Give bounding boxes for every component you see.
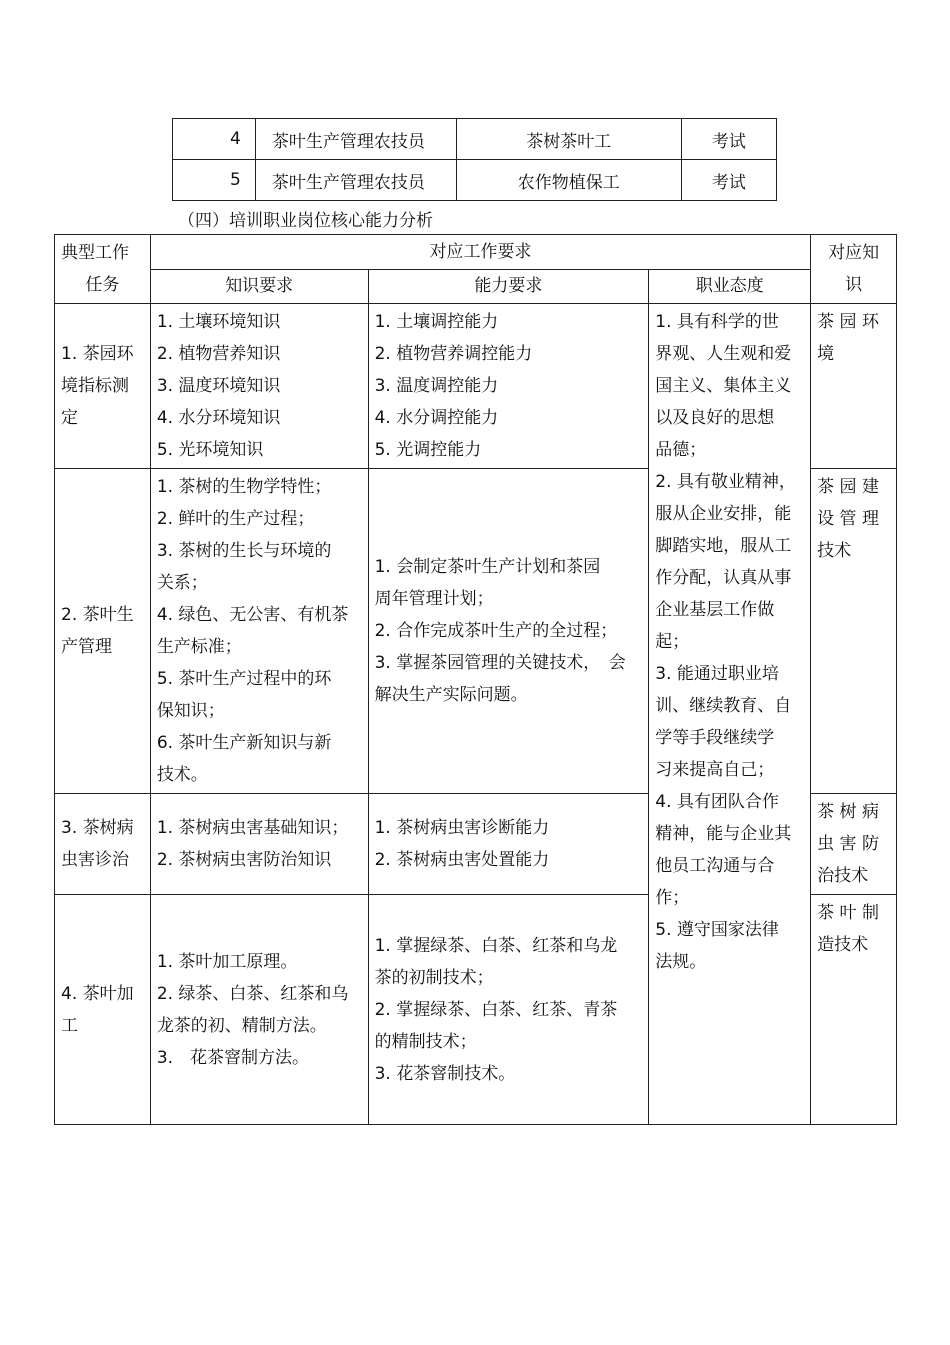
text-line: 企业基层工作做 <box>655 600 775 620</box>
position-cell: 茶叶生产管理农技员 <box>255 160 456 201</box>
subheader-row <box>55 269 897 304</box>
text-line: 4. 绿色、无公害、有机茶 <box>156 605 349 625</box>
text-line: 2. 鲜叶的生产过程； <box>156 509 315 529</box>
text-line: 1. 具有科学的世 <box>655 312 779 332</box>
knowledge-cell <box>811 794 897 895</box>
knowledge-req-header: 知识要求 <box>150 269 368 304</box>
text-line: 茶 树 病 <box>817 802 879 822</box>
text-line: 服从企业安排，能 <box>655 504 792 524</box>
text-line: 5. 光环境知识 <box>156 440 264 460</box>
text-line: 治技术 <box>817 866 869 886</box>
ability-req-cell <box>368 469 649 794</box>
task-cell <box>55 895 151 1125</box>
text-line: 虫 害 防 <box>817 834 879 854</box>
text-line: 习来提高自己； <box>655 760 775 780</box>
text-line: 3. 温度调控能力 <box>374 376 499 396</box>
table-row <box>173 119 777 160</box>
task-cell <box>55 304 151 469</box>
task-cell <box>55 469 151 794</box>
text-line: 3. 温度环境知识 <box>156 376 281 396</box>
text-line: 训、继续教育、自 <box>655 696 792 716</box>
text-line: 1. 掌握绿茶、白茶、红茶和乌龙 <box>374 935 618 956</box>
ability-req-header: 能力要求 <box>368 269 649 304</box>
text-line: 2. 茶叶生 <box>61 605 134 625</box>
text-line: 作； <box>655 888 690 908</box>
text-line: 技术。 <box>156 765 208 785</box>
text-line: 5. 茶叶生产过程中的环 <box>156 669 332 689</box>
text-line: 3. 茶树的生长与环境的 <box>156 541 332 561</box>
text-line: 设 管 理 <box>817 509 879 529</box>
text-line: 1. 会制定茶叶生产计划和茶园 <box>374 557 601 577</box>
header-text: 任务 <box>85 275 120 295</box>
text-line: 3. 花茶窨制技术。 <box>374 1063 516 1084</box>
assessment-cell: 考试 <box>681 160 776 201</box>
text-line: 6. 茶叶生产新知识与新 <box>156 733 332 753</box>
text-line: 龙茶的初、精制方法。 <box>156 1015 327 1036</box>
knowledge-header <box>811 235 897 304</box>
text-line: 国主义、集体主义 <box>655 376 792 396</box>
text-line: 产管理 <box>61 637 112 657</box>
text-line: 茶的初制技术； <box>374 967 494 988</box>
text-line: 2. 掌握绿茶、白茶、红茶、青茶 <box>374 999 618 1020</box>
text-line: 茶 园 环 <box>817 312 879 332</box>
text-line: 4. 具有团队合作 <box>655 792 779 812</box>
text-line: 界观、人生观和爱 <box>655 344 792 364</box>
knowledge-req-cell <box>150 794 368 895</box>
text-line: 2. 具有敬业精神， <box>655 472 796 492</box>
header-row <box>55 235 897 270</box>
assessment-cell: 考试 <box>681 119 776 160</box>
text-line: 学等手段继续学 <box>655 728 775 748</box>
text-line: 他员工沟通与合 <box>655 856 775 876</box>
task-header <box>55 235 151 304</box>
text-line: 3. 花茶窨制方法。 <box>156 1047 310 1068</box>
text-line: 1. 茶树病虫害诊断能力 <box>374 818 550 838</box>
text-line: 1. 土壤环境知识 <box>156 312 281 332</box>
text-line: 2. 植物营养调控能力 <box>374 344 533 364</box>
header-text: 识 <box>845 275 863 295</box>
job-cell: 茶树茶叶工 <box>456 119 681 160</box>
knowledge-cell <box>811 895 897 1125</box>
text-line: 作分配，认真从事 <box>655 568 792 588</box>
text-line: 1. 茶叶加工原理。 <box>156 951 298 972</box>
text-line: 造技术 <box>817 935 869 955</box>
text-line: 虫害诊治 <box>61 850 129 870</box>
text-line: 4. 水分调控能力 <box>374 408 499 428</box>
ability-analysis-table <box>54 234 897 1125</box>
text-line: 以及良好的思想 <box>655 408 775 428</box>
text-line: 茶 园 建 <box>817 477 879 497</box>
text-line: 周年管理计划； <box>374 589 494 609</box>
text-line: 脚踏实地，服从工 <box>655 536 792 556</box>
job-cell: 农作物植保工 <box>456 160 681 201</box>
text-line: 起； <box>655 632 690 652</box>
text-line: 茶 叶 制 <box>817 903 879 923</box>
exam-table <box>172 118 777 201</box>
knowledge-req-cell <box>150 469 368 794</box>
table-row <box>55 304 897 469</box>
text-line: 品德； <box>655 440 707 460</box>
attitude-header: 职业态度 <box>649 269 811 304</box>
knowledge-req-cell <box>150 895 368 1125</box>
row-number: 5 <box>173 160 256 201</box>
knowledge-cell <box>811 469 897 794</box>
text-line: 3. 茶树病 <box>61 818 134 838</box>
text-line: 5. 光调控能力 <box>374 440 482 460</box>
ability-req-cell <box>368 304 649 469</box>
text-line: 2. 茶树病虫害处置能力 <box>374 850 550 870</box>
text-line: 5. 遵守国家法律 <box>655 920 779 940</box>
attitude-cell <box>649 304 811 1125</box>
text-line: 3. 掌握茶园管理的关键技术， 会 <box>374 653 626 673</box>
text-line: 1. 茶园环 <box>61 344 134 364</box>
text-line: 保知识； <box>156 701 225 721</box>
text-line: 生产标准； <box>156 637 242 657</box>
text-line: 境 <box>817 344 835 364</box>
text-line: 法规。 <box>655 952 707 972</box>
text-line: 境指标测 <box>61 376 129 396</box>
knowledge-cell <box>811 304 897 469</box>
text-line: 2. 茶树病虫害防治知识 <box>156 850 332 870</box>
ability-req-cell <box>368 895 649 1125</box>
text-line: 定 <box>61 408 78 428</box>
text-line: 1. 茶树病虫害基础知识； <box>156 818 349 838</box>
work-req-header: 对应工作要求 <box>150 235 810 270</box>
knowledge-req-cell <box>150 304 368 469</box>
section-title: （四）培训职业岗位核心能力分析 <box>178 211 433 231</box>
table-row <box>173 160 777 201</box>
ability-req-cell <box>368 794 649 895</box>
text-line: 的精制技术； <box>374 1031 477 1052</box>
text-line: 3. 能通过职业培 <box>655 664 779 684</box>
text-line: 技术 <box>817 541 852 561</box>
text-line: 4. 茶叶加 <box>61 983 134 1004</box>
row-number: 4 <box>173 119 256 160</box>
text-line: 2. 植物营养知识 <box>156 344 281 364</box>
text-line: 1. 茶树的生物学特性； <box>156 477 332 497</box>
text-line: 1. 土壤调控能力 <box>374 312 499 332</box>
text-line: 精神，能与企业其 <box>655 824 792 844</box>
header-text: 典型工作 <box>61 243 129 263</box>
text-line: 4. 水分环境知识 <box>156 408 281 428</box>
text-line: 关系； <box>156 573 208 593</box>
text-line: 工 <box>61 1015 78 1036</box>
text-line: 2. 绿茶、白茶、红茶和乌 <box>156 983 349 1004</box>
task-cell <box>55 794 151 895</box>
header-text: 对应知 <box>828 243 880 263</box>
text-line: 解决生产实际问题。 <box>374 685 528 705</box>
position-cell: 茶叶生产管理农技员 <box>255 119 456 160</box>
text-line: 2. 合作完成茶叶生产的全过程； <box>374 621 618 641</box>
